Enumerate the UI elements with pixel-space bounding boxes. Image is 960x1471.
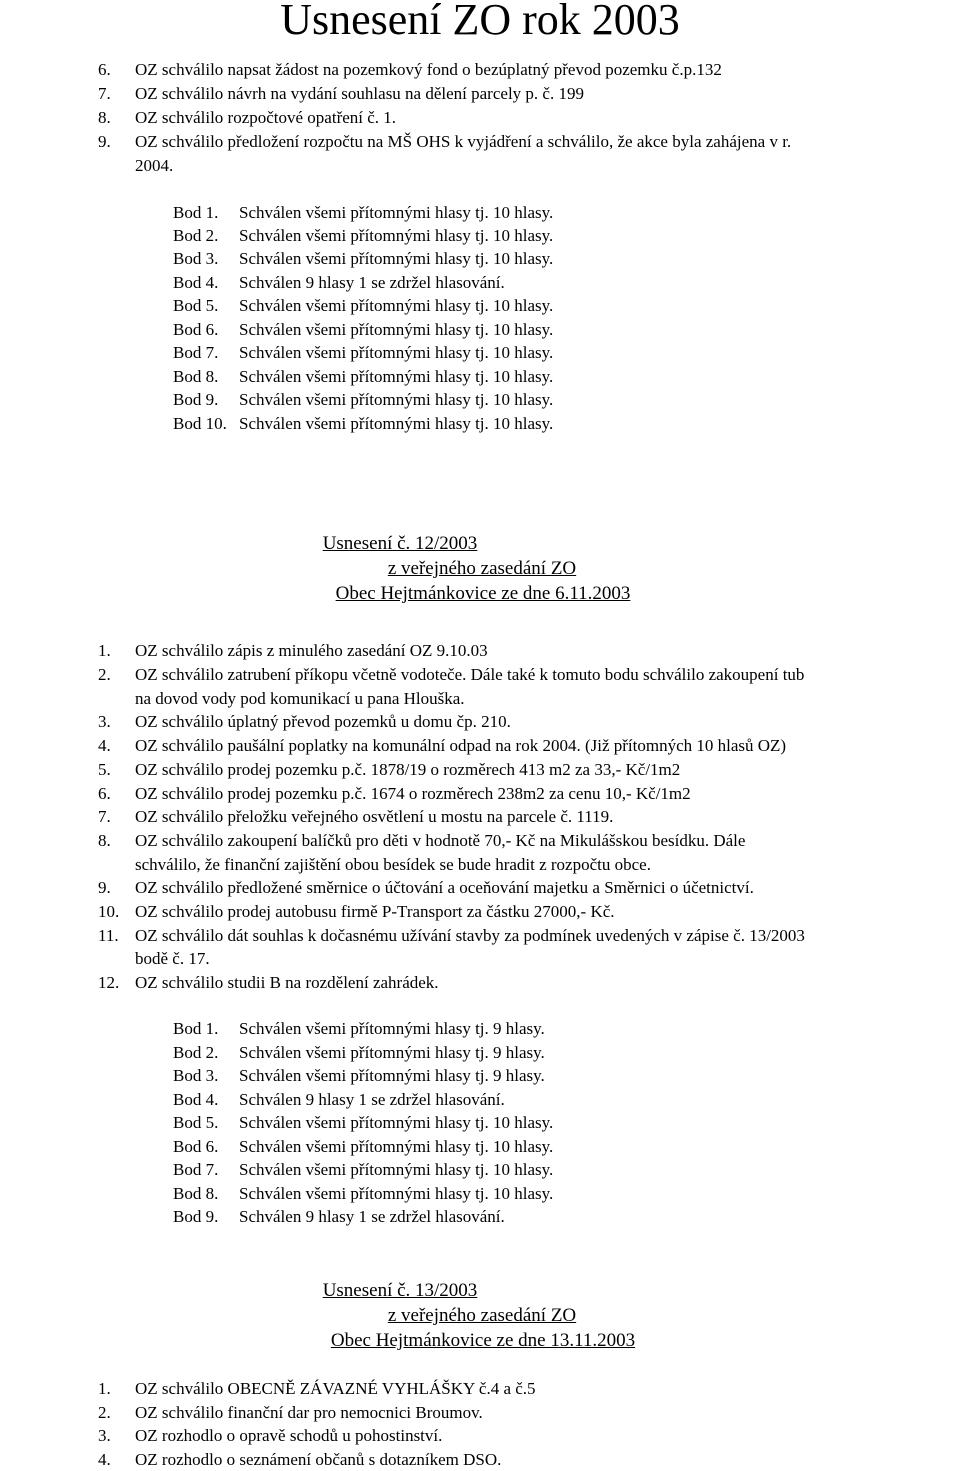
resolution-item: OZ schválilo přeložku veřejného osvětlení u mostu na parcele č. 1119.: [135, 807, 614, 826]
vote-line: Bod 4. Schválen 9 hlasy 1 se zdržel hlasování.: [173, 1090, 505, 1109]
vote-line: Bod 9. Schválen 9 hlasy 1 se zdržel hlasování.: [173, 1207, 505, 1226]
vote-line: Bod 6. Schválen všemi přítomnými hlasy tj. 10 hlasy.: [173, 320, 554, 339]
item-number: 4.: [98, 736, 111, 755]
item-number: 2.: [98, 665, 111, 684]
vote-line: Bod 3. Schválen všemi přítomnými hlasy tj. 10 hlasy.: [173, 249, 554, 268]
item-number: 5.: [98, 760, 111, 779]
vote-line: Bod 3. Schválen všemi přítomnými hlasy tj. 9 hlasy.: [173, 1066, 545, 1085]
resolution-item: OZ schválilo zatrubení příkopu včetně vodoteče. Dále také k tomuto bodu schválilo zakoupení tub: [135, 665, 805, 684]
resolution-item-continuation: 2004.: [135, 156, 174, 175]
resolution-item: OZ rozhodlo o opravě schodů u pohostinství.: [135, 1426, 443, 1445]
resolution-item: OZ schválilo návrh na vydání souhlasu na dělení parcely p. č. 199: [135, 84, 584, 103]
item-number: 12.: [98, 973, 120, 992]
resolution-item: OZ schválilo rozpočtové opatření č. 1.: [135, 108, 397, 127]
vote-line: Bod 8. Schválen všemi přítomnými hlasy tj. 10 hlasy.: [173, 367, 554, 386]
resolution-item: OZ rozhodlo o seznámení občanů s dotazníkem DSO.: [135, 1450, 502, 1469]
page-title: Usnesení ZO rok 2003: [280, 0, 680, 44]
item-number: 8.: [98, 108, 111, 127]
vote-line: Bod 2. Schválen všemi přítomnými hlasy tj. 10 hlasy.: [173, 226, 554, 245]
resolution-item-continuation: schválilo, že finanční zajištění obou besídek se bude hradit z rozpočtu obce.: [135, 855, 651, 874]
resolution-item: OZ schválilo paušální poplatky na komunální odpad na rok 2004. (Již přítomných 10 hlasů OZ): [135, 736, 787, 755]
resolution-item: OZ schválilo finanční dar pro nemocnici Broumov.: [135, 1403, 483, 1422]
item-number: 9.: [98, 878, 111, 897]
item-number: 3.: [98, 712, 111, 731]
vote-line: Bod 6. Schválen všemi přítomnými hlasy tj. 10 hlasy.: [173, 1137, 554, 1156]
item-number: 8.: [98, 831, 111, 850]
vote-line: Bod 5. Schválen všemi přítomnými hlasy tj. 10 hlasy.: [173, 1113, 554, 1132]
resolution-13-place-date: Obec Hejtmánkovice ze dne 13.11.2003: [330, 1330, 636, 1351]
item-number: 9.: [98, 132, 111, 151]
resolution-item: OZ schválilo prodej autobusu firmě P-Transport za částku 27000,- Kč.: [135, 902, 615, 921]
vote-line: Bod 1. Schválen všemi přítomnými hlasy tj. 10 hlasy.: [173, 203, 554, 222]
resolution-item: OZ schválilo zakoupení balíčků pro děti v hodnotě 70,- Kč na Mikulášskou besídku. Dále: [135, 831, 746, 850]
resolution-item-continuation: bodě č. 17.: [135, 949, 210, 968]
item-number: 10.: [98, 902, 120, 921]
resolution-item: OZ schválilo studii B na rozdělení zahrádek.: [135, 973, 439, 992]
resolution-item: OZ schválilo zápis z minulého zasedání OZ 9.10.03: [135, 641, 488, 660]
vote-line: Bod 7. Schválen všemi přítomnými hlasy tj. 10 hlasy.: [173, 343, 554, 362]
resolution-13-subheading: z veřejného zasedání ZO: [387, 1305, 577, 1326]
resolution-item: OZ schválilo předložené směrnice o účtování a oceňování majetku a Směrnici o účetnictví.: [135, 878, 754, 897]
item-number: 4.: [98, 1450, 111, 1469]
resolution-item: OZ schválilo OBECNĚ ZÁVAZNÉ VYHLÁŠKY č.4 a č.5: [135, 1379, 536, 1398]
item-number: 7.: [98, 807, 111, 826]
vote-line: Bod 9. Schválen všemi přítomnými hlasy tj. 10 hlasy.: [173, 390, 554, 409]
resolution-12-heading: Usnesení č. 12/2003: [322, 533, 478, 554]
resolution-item-continuation: na dovod vody pod komunikací u pana Hlouška.: [135, 689, 465, 708]
vote-line: Bod 7. Schválen všemi přítomnými hlasy tj. 10 hlasy.: [173, 1160, 554, 1179]
vote-line: Bod 5. Schválen všemi přítomnými hlasy tj. 10 hlasy.: [173, 296, 554, 315]
resolution-item: OZ schválilo prodej pozemku p.č. 1674 o rozměrech 238m2 za cenu 10,- Kč/1m2: [135, 784, 691, 803]
vote-line: Bod 4. Schválen 9 hlasy 1 se zdržel hlasování.: [173, 273, 505, 292]
vote-line: Bod 10. Schválen všemi přítomnými hlasy tj. 10 hlasy.: [173, 414, 554, 433]
resolution-12-subheading: z veřejného zasedání ZO: [387, 558, 577, 579]
item-number: 6.: [98, 784, 111, 803]
item-number: 7.: [98, 84, 111, 103]
resolution-item: OZ schválilo dát souhlas k dočasnému užívání stavby za podmínek uvedených v zápise č. 13/2003: [135, 926, 805, 945]
resolution-item: OZ schválilo předložení rozpočtu na MŠ OHS k vyjádření a schválilo, že akce byla zahájena v r.: [135, 132, 792, 151]
resolution-item: OZ schválilo úplatný převod pozemků u domu čp. 210.: [135, 712, 511, 731]
item-number: 3.: [98, 1426, 111, 1445]
resolution-12-place-date: Obec Hejtmánkovice ze dne 6.11.2003: [335, 583, 631, 604]
vote-line: Bod 8. Schválen všemi přítomnými hlasy tj. 10 hlasy.: [173, 1184, 554, 1203]
vote-line: Bod 2. Schválen všemi přítomnými hlasy tj. 9 hlasy.: [173, 1043, 545, 1062]
resolution-item: OZ schválilo prodej pozemku p.č. 1878/19 o rozměrech 413 m2 za 33,- Kč/1m2: [135, 760, 681, 779]
item-number: 1.: [98, 1379, 111, 1398]
item-number: 6.: [98, 60, 111, 79]
item-number: 11.: [98, 926, 119, 945]
item-number: 1.: [98, 641, 111, 660]
resolution-item: OZ schválilo napsat žádost na pozemkový fond o bezúplatný převod pozemku č.p.132: [135, 60, 722, 79]
vote-line: Bod 1. Schválen všemi přítomnými hlasy tj. 9 hlasy.: [173, 1019, 545, 1038]
item-number: 2.: [98, 1403, 111, 1422]
resolution-13-heading: Usnesení č. 13/2003: [322, 1280, 478, 1301]
